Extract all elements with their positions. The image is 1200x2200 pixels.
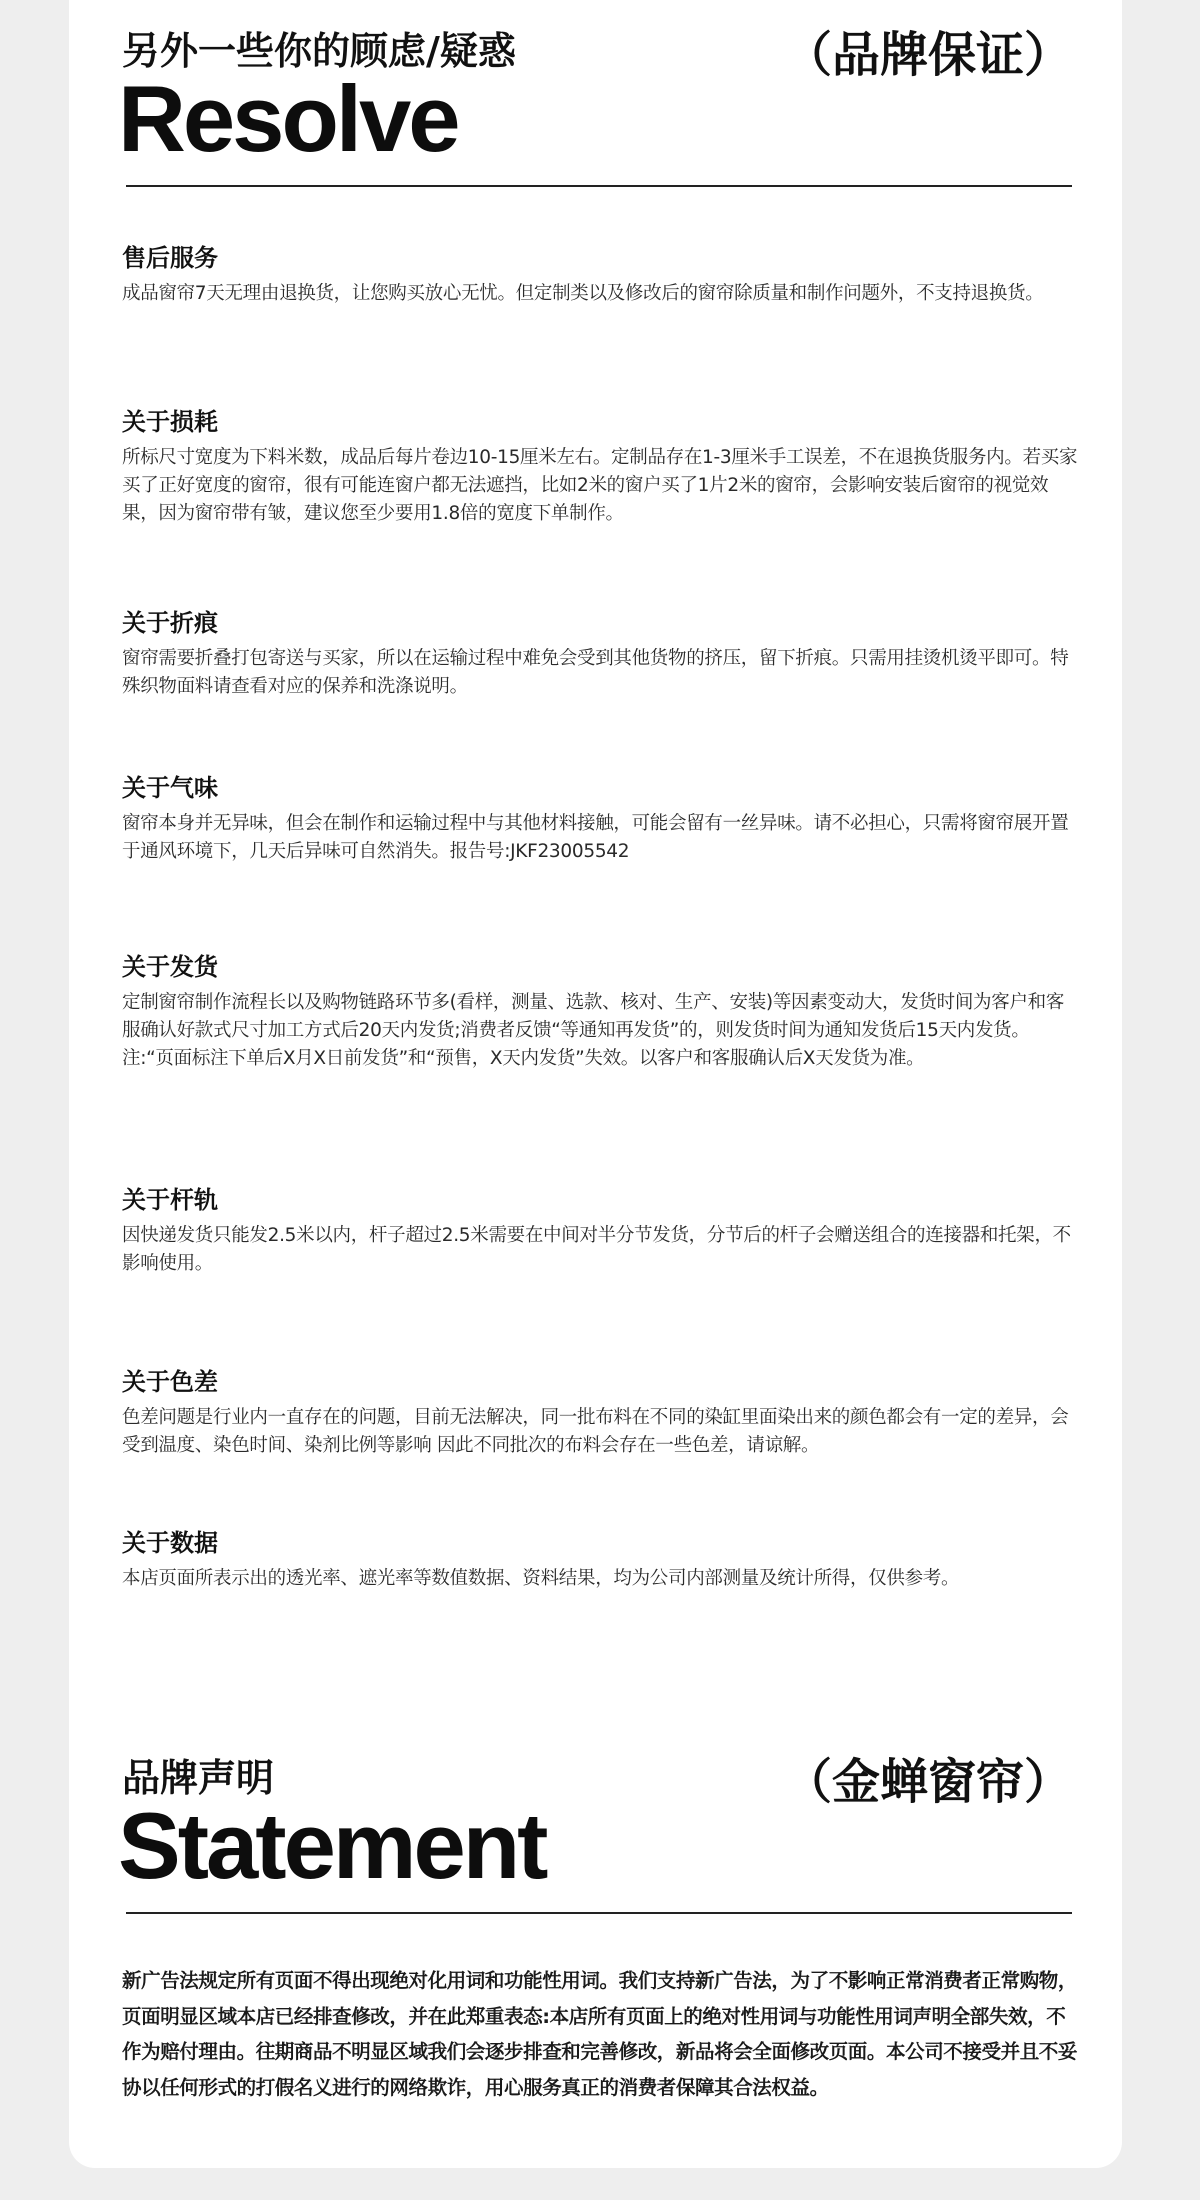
faq-item-shipping (122, 951, 1080, 1073)
statement-title-note: （金蝉窗帘） (783, 1754, 1072, 1810)
resolve-title-en: Resolve (118, 66, 458, 171)
faq-text: 窗帘需要折叠打包寄送与买家，所以在运输过程中难免会受到其他货物的挤压，留下折痕。只需用挂烫机烫平即可。特殊织物面料请查看对应的保养和洗涤说明。 (122, 648, 1069, 697)
faq-title: 关于杆轨 (122, 1186, 218, 1214)
resolve-title-cn: 另外一些你的顾虑/疑惑 (122, 29, 516, 73)
statement-title-cn: 品牌声明 (122, 1756, 275, 1800)
resolve-divider (126, 185, 1072, 187)
faq-text: 窗帘本身并无异味，但会在制作和运输过程中与其他材料接触，可能会留有一丝异味。请不必担心，只需将窗帘展开置于通风环境下，几天后异味可自然消失。报告号:JKF23005542 (122, 813, 1069, 862)
faq-title: 关于气味 (122, 774, 218, 802)
faq-item-odor (122, 772, 1080, 866)
faq-title: 关于发货 (122, 953, 218, 981)
faq-item-rods (122, 1184, 1080, 1278)
statement-title-en: Statement (118, 1793, 546, 1898)
faq-text: 色差问题是行业内一直存在的问题，目前无法解决，同一批布料在不同的染缸里面染出来的颜色都会有一定的差异，会受到温度、染色时间、染剂比例等影响 因此不同批次的布料会存在一些色差，请谅解。 (122, 1407, 1069, 1456)
faq-item-creases (122, 607, 1080, 701)
faq-text: 所标尺寸宽度为下料米数，成品后每片卷边10-15厘米左右。定制品存在1-3厘米手工误差，不在退换货服务内。若买家买了正好宽度的窗帘，很有可能连窗户都无法遮挡，比如2米的窗户买了1片2米的窗帘，会影响安装后窗帘的视觉效果，因为窗帘带有皱，建议您至少要用1.8倍的宽度下单制作。 (122, 447, 1078, 524)
faq-item-data (122, 1527, 1080, 1593)
faq-item-after-sales (122, 242, 1080, 308)
faq-text: 成品窗帘7天无理由退换货，让您购买放心无忧。但定制类以及修改后的窗帘除质量和制作问题外，不支持退换货。 (122, 283, 1044, 304)
faq-text: 本店页面所表示出的透光率、遮光率等数值数据、资料结果，均为公司内部测量及统计所得，仅供参考。 (122, 1568, 960, 1589)
faq-text: 因快递发货只能发2.5米以内，杆子超过2.5米需要在中间对半分节发货，分节后的杆子会赠送组合的连接器和托架，不影响使用。 (122, 1225, 1071, 1274)
faq-item-loss (122, 406, 1080, 528)
statement-divider (126, 1912, 1072, 1914)
resolve-title-note: （品牌保证） (783, 27, 1072, 83)
statement-text: 新广告法规定所有页面不得出现绝对化用词和功能性用词。我们支持新广告法，为了不影响正常消费者正常购物，页面明显区域本店已经排查修改，并在此郑重表态:本店所有页面上的绝对性用词与功能性用词声明全部失效，不作为赔付理由。往期商品不明显区域我们会逐步排查和完善修改，新品将会全面修改页面。本公司不接受并且不妥协以任何形式的打假名义进行的网络欺诈，用心服务真正的消费者保障其合法权益。 (122, 1969, 1078, 2099)
faq-title: 关于数据 (122, 1529, 218, 1557)
faq-item-color-difference (122, 1366, 1080, 1460)
faq-title: 关于损耗 (122, 408, 218, 436)
faq-title: 售后服务 (122, 244, 218, 272)
faq-title: 关于折痕 (122, 609, 218, 637)
faq-title: 关于色差 (122, 1368, 218, 1396)
faq-text: 定制窗帘制作流程长以及购物链路环节多(看样，测量、选款、核对、生产、安装)等因素变动大，发货时间为客户和客服确认好款式尺寸加工方式后20天内发货;消费者反馈“等通知再发货”的，则发货时间为通知发货后15天内发货。注:“页面标注下单后X月X日前发货”和“预售，X天内发货”失效。以客户和客服确认后X天发货为准。 (122, 992, 1065, 1069)
